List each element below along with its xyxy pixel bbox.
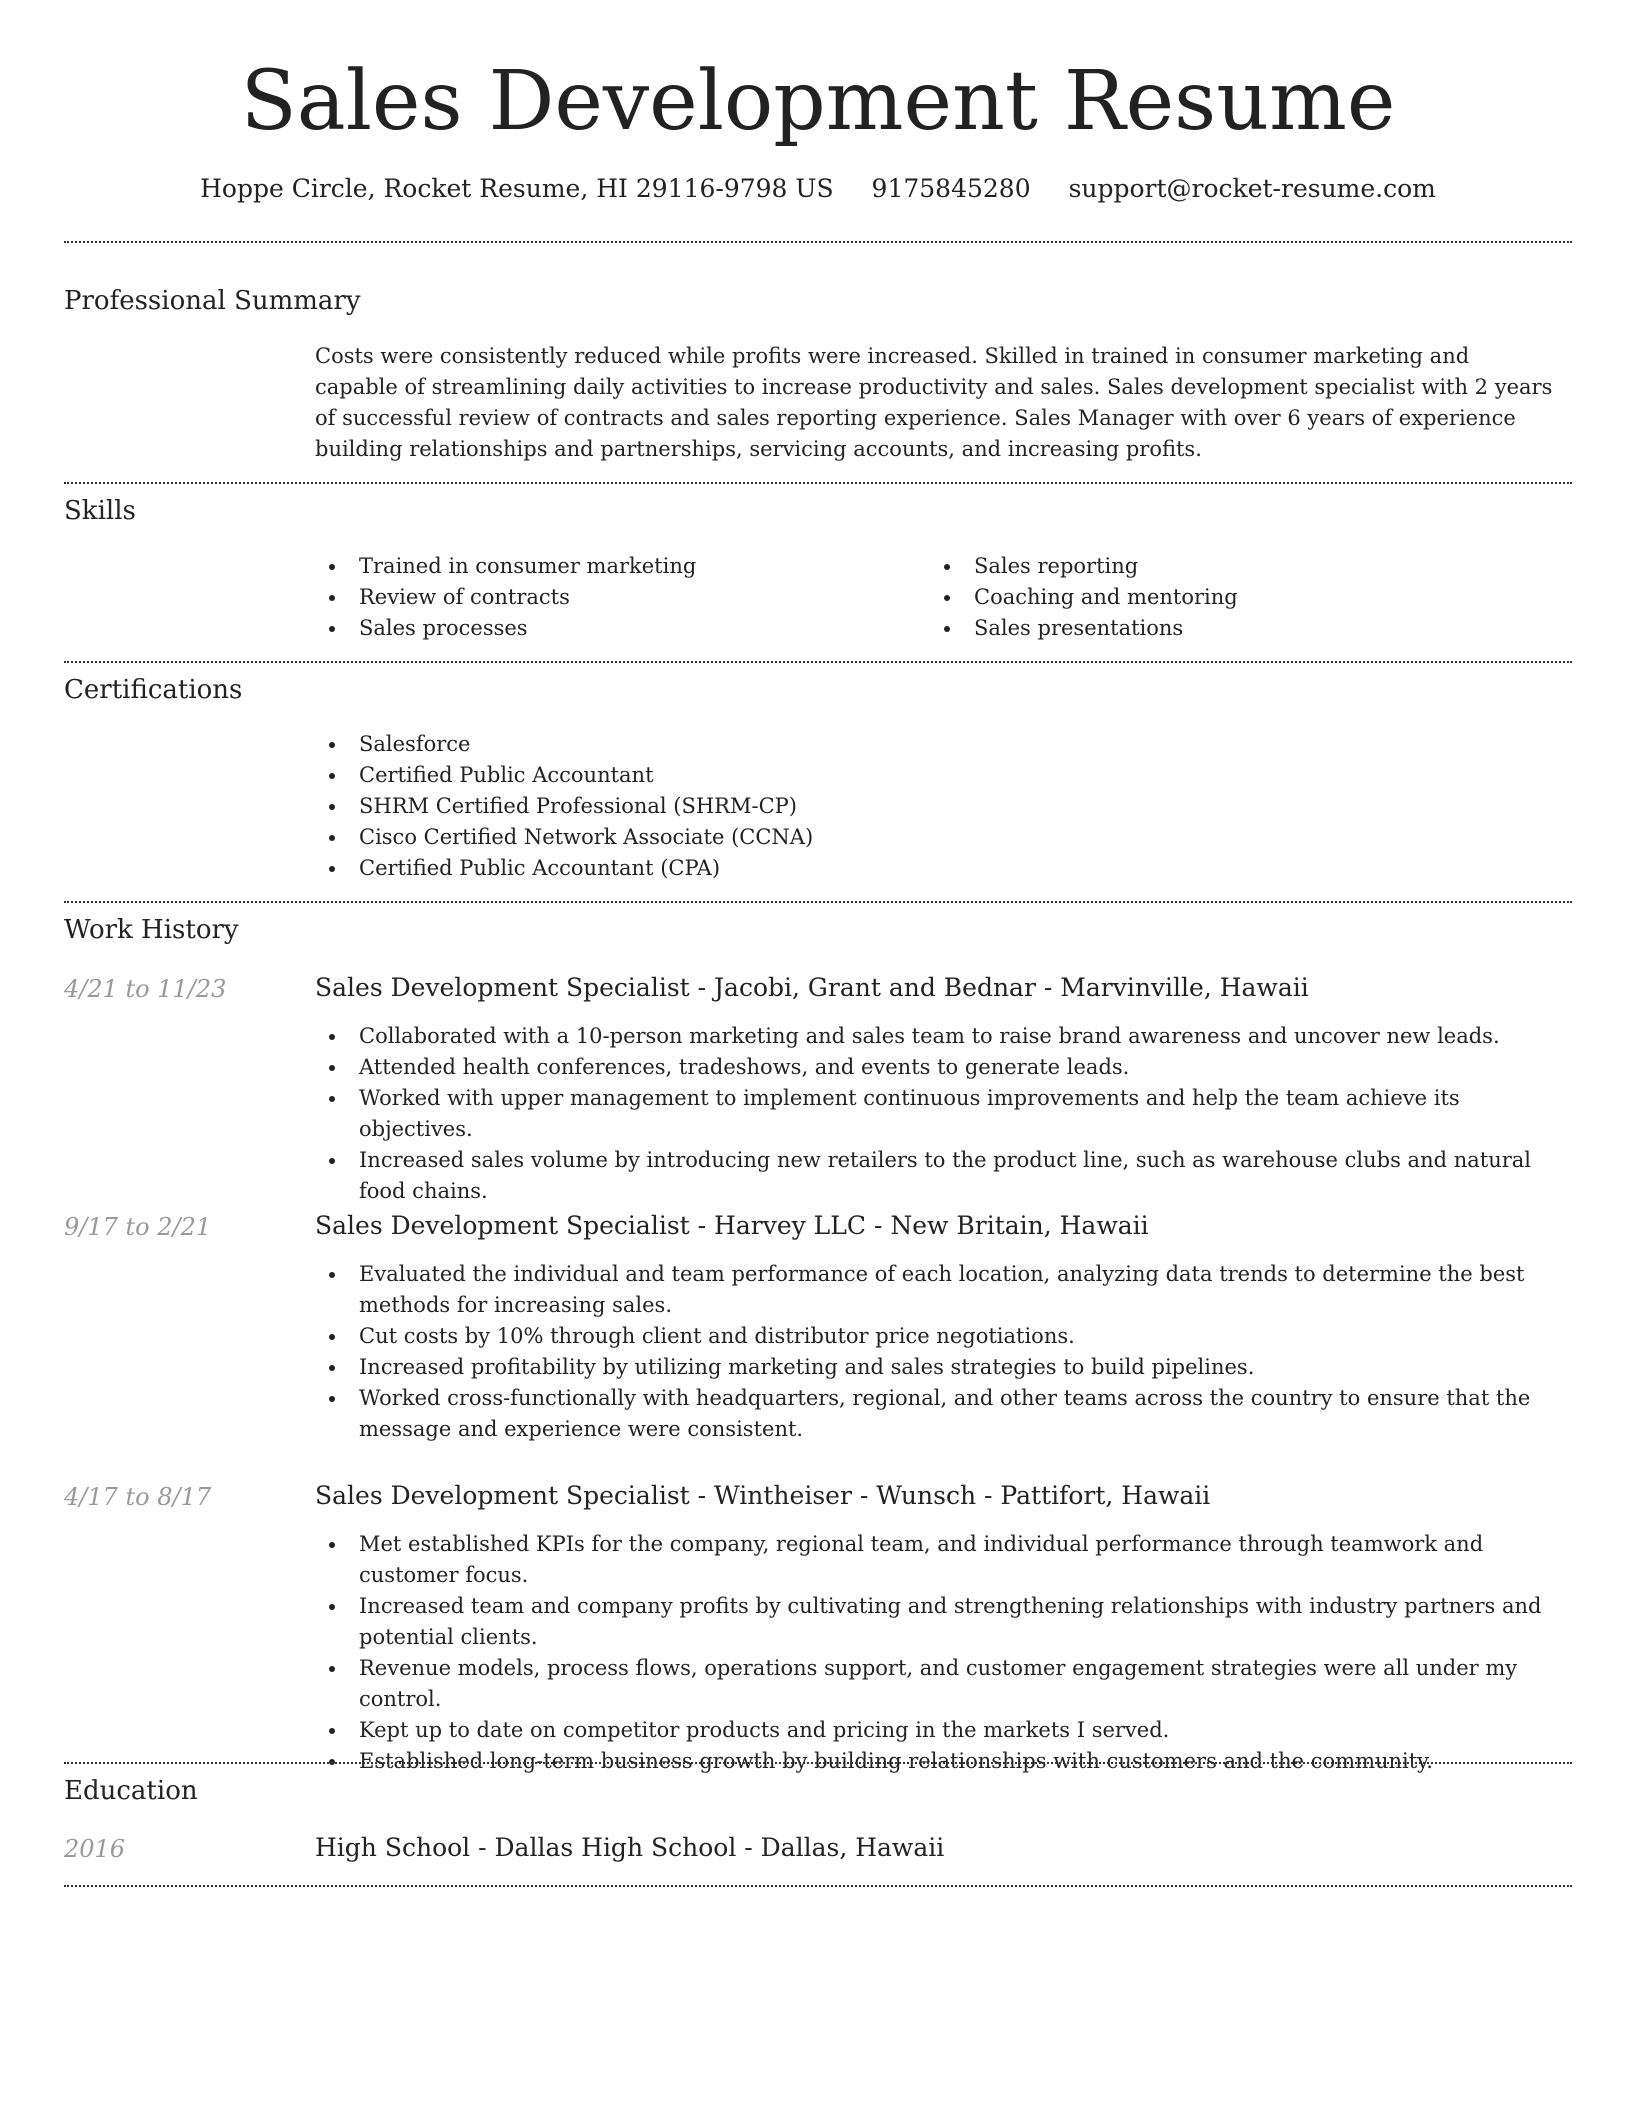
contact-line [64, 172, 1572, 206]
job-title: Sales Development Specialist - Jacobi, Grant and Bednar - Marvinville, Hawaii [315, 973, 1309, 1002]
skill-item: Sales processes [315, 613, 915, 644]
divider [64, 901, 1572, 903]
summary-text: Costs were consistently reduced while profits were increased. Skilled in trained in consumer marketing and capable of streamlining daily activities to increase productivity and sales. Sales development specialist with 2 years of successful review of contracts and sales reporting experience. Sales Manager with over 6 years of experience building relationships and partnerships, servicing accounts, and increasing profits. [315, 344, 1553, 461]
skill-item: Sales presentations [930, 613, 1530, 644]
skill-item: Sales reporting [930, 551, 1530, 582]
education-title: High School - Dallas High School - Dallas, Hawaii [315, 1833, 945, 1862]
divider [64, 241, 1572, 243]
contact-email: support@rocket-resume.com [1068, 174, 1436, 203]
job-bullet: Kept up to date on competitor products and pricing in the markets I served. [315, 1715, 1572, 1746]
skill-item: Trained in consumer marketing [315, 551, 915, 582]
certification-item: Salesforce [315, 729, 1572, 760]
divider [64, 482, 1572, 484]
certification-item: SHRM Certified Professional (SHRM-CP) [315, 791, 1572, 822]
job-date: 9/17 to 2/21 [64, 1213, 212, 1241]
certifications-list [315, 729, 1572, 884]
job-bullet: Increased sales volume by introducing new retailers to the product line, such as warehouse clubs and natural food chains. [315, 1145, 1572, 1207]
section-heading-summary: Professional Summary [64, 286, 361, 316]
job-date: 4/17 to 8/17 [64, 1483, 212, 1511]
job-bullets [315, 1529, 1572, 1777]
page-title: Sales Development Resume [240, 54, 1396, 149]
certification-item: Certified Public Accountant (CPA) [315, 853, 1572, 884]
contact-address: Hoppe Circle, Rocket Resume, HI 29116-9798 US [200, 174, 834, 203]
skills-column-right [930, 551, 1530, 644]
job-bullet: Increased team and company profits by cultivating and strengthening relationships with industry partners and potential clients. [315, 1591, 1572, 1653]
section-heading-skills: Skills [64, 496, 136, 526]
section-heading-education: Education [64, 1776, 198, 1806]
skill-item: Coaching and mentoring [930, 582, 1530, 613]
certification-item: Cisco Certified Network Associate (CCNA) [315, 822, 1572, 853]
job-bullet: Attended health conferences, tradeshows, and events to generate leads. [315, 1052, 1572, 1083]
job-bullet: Evaluated the individual and team performance of each location, analyzing data trends to determine the best methods for increasing sales. [315, 1259, 1572, 1321]
divider [64, 661, 1572, 663]
skill-item: Review of contracts [315, 582, 915, 613]
job-bullet: Revenue models, process flows, operations support, and customer engagement strategies were all under my control. [315, 1653, 1572, 1715]
job-bullet: Established long-term business growth by building relationships with customers and the community. [315, 1746, 1572, 1777]
job-bullets [315, 1021, 1572, 1207]
contact-phone: 9175845280 [871, 174, 1031, 203]
job-bullet: Worked cross-functionally with headquarters, regional, and other teams across the country to ensure that the message and experience were consistent. [315, 1383, 1572, 1445]
job-title: Sales Development Specialist - Harvey LLC - New Britain, Hawaii [315, 1211, 1149, 1240]
job-bullet: Worked with upper management to implement continuous improvements and help the team achieve its objectives. [315, 1083, 1572, 1145]
job-bullet: Met established KPIs for the company, regional team, and individual performance through teamwork and customer focus. [315, 1529, 1572, 1591]
divider [64, 1885, 1572, 1887]
job-bullet: Collaborated with a 10-person marketing and sales team to raise brand awareness and uncover new leads. [315, 1021, 1572, 1052]
education-date: 2016 [64, 1835, 126, 1863]
job-date: 4/21 to 11/23 [64, 975, 227, 1003]
job-bullets [315, 1259, 1572, 1445]
divider [64, 1762, 1572, 1764]
certification-item: Certified Public Accountant [315, 760, 1572, 791]
job-title: Sales Development Specialist - Wintheiser - Wunsch - Pattifort, Hawaii [315, 1481, 1211, 1510]
section-heading-certifications: Certifications [64, 675, 243, 705]
job-bullet: Cut costs by 10% through client and distributor price negotiations. [315, 1321, 1572, 1352]
section-heading-work-history: Work History [64, 915, 239, 945]
job-bullet: Increased profitability by utilizing marketing and sales strategies to build pipelines. [315, 1352, 1572, 1383]
skills-column-left [315, 551, 915, 644]
